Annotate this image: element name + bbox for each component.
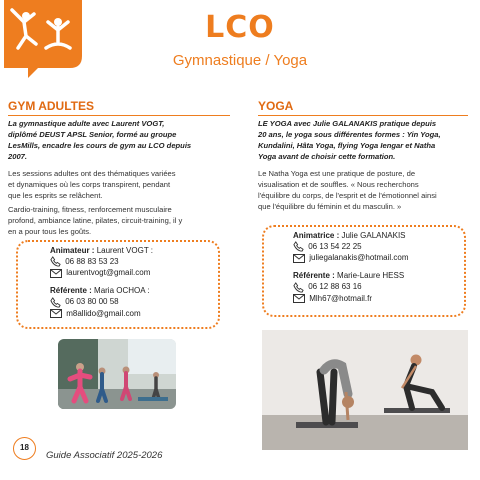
yoga-para-line: que l'équilibre du féminin et du masculin. » bbox=[258, 202, 402, 211]
gym-para-line: profond, ambiance latine, pilates, circuit-training, il y bbox=[8, 216, 183, 225]
gym-contacts bbox=[50, 245, 153, 319]
referente-phone[interactable]: 06 12 88 63 16 bbox=[308, 282, 362, 292]
yoga-animatrice-line bbox=[293, 230, 409, 241]
yoga-paragraph-1 bbox=[258, 168, 471, 212]
gym-animateur-email-line[interactable] bbox=[50, 267, 153, 278]
referente-name: Marie-Laure HESS bbox=[337, 271, 405, 281]
yoga-referente-email-line[interactable] bbox=[293, 293, 409, 304]
page-number: 18 bbox=[13, 437, 36, 460]
gym-animateur-phone-line[interactable] bbox=[50, 256, 153, 267]
yoga-intro-line: Kundalini, Hâta Yoga, flying Yoga Iengar et Natha bbox=[258, 141, 436, 150]
yoga-intro bbox=[258, 118, 471, 162]
yoga-para-line: Le Natha Yoga est une pratique de posture, de bbox=[258, 169, 416, 178]
gym-intro-line: 2007. bbox=[8, 152, 28, 161]
gym-heading: GYM ADULTES bbox=[8, 99, 94, 113]
gym-para-line: Les sessions adultes ont des thématiques variées bbox=[8, 169, 176, 178]
referente-label: Référente : bbox=[50, 286, 92, 296]
animatrice-email[interactable]: juliegalanakis@hotmail.com bbox=[309, 253, 409, 263]
mail-icon bbox=[50, 309, 62, 318]
animatrice-name: Julie GALANAKIS bbox=[341, 231, 406, 240]
yoga-heading: YOGA bbox=[258, 99, 294, 113]
animatrice-phone[interactable]: 06 13 54 22 25 bbox=[308, 242, 362, 251]
referente-name: Maria OCHOA : bbox=[94, 286, 150, 296]
gym-intro-line: LesMills, encadre les cours de gym au LCO depuis bbox=[8, 141, 192, 150]
gym-paragraph-2 bbox=[8, 204, 236, 237]
mail-icon bbox=[50, 269, 62, 278]
referente-label: Référente : bbox=[293, 271, 335, 281]
animateur-name: Laurent VOGT : bbox=[96, 246, 154, 255]
yoga-pose-photo bbox=[262, 330, 468, 450]
phone-icon bbox=[293, 241, 304, 252]
gym-para-line: que les esprits se relâchent. bbox=[8, 191, 103, 200]
animatrice-label: Animatrice : bbox=[293, 231, 340, 240]
gym-para-line: et dynamiques où les corps transpirent, pendant bbox=[8, 180, 171, 189]
gym-para-line: Cardio-training, fitness, renforcement musculaire bbox=[8, 205, 172, 214]
referente-email[interactable]: Mlh67@hotmail.fr bbox=[309, 293, 373, 303]
mail-icon bbox=[293, 294, 305, 303]
page-title: LCO bbox=[205, 10, 275, 45]
gym-intro-line: diplômé DEUST APSL Senior, formé au groupe bbox=[8, 130, 177, 139]
gym-para-line: en a pour tous les goûts. bbox=[8, 227, 92, 236]
referente-phone[interactable]: 06 03 80 00 58 bbox=[65, 297, 119, 307]
phone-icon bbox=[50, 297, 61, 308]
yoga-para-line: visualisation et de souffles. « Nous recherchons bbox=[258, 180, 419, 189]
page-subtitle: Gymnastique / Yoga bbox=[172, 52, 308, 69]
gym-referente-phone-line[interactable] bbox=[50, 296, 153, 307]
animateur-label: Animateur : bbox=[50, 246, 95, 255]
yoga-animatrice-email-line[interactable] bbox=[293, 252, 409, 263]
animateur-email[interactable]: laurentvogt@gmail.com bbox=[66, 268, 151, 278]
gym-class-photo bbox=[58, 339, 176, 409]
mail-icon bbox=[293, 254, 305, 263]
animateur-phone[interactable]: 06 88 83 53 23 bbox=[65, 257, 119, 266]
yoga-intro-line: 20 ans, le yoga sous différentes formes : Yin Yoga, bbox=[258, 130, 441, 139]
yoga-referente-line bbox=[293, 270, 409, 281]
phone-icon bbox=[293, 282, 304, 293]
gym-animateur-line bbox=[50, 245, 153, 256]
gym-intro-line: La gymnastique adulte avec Laurent VOGT, bbox=[8, 119, 165, 128]
gym-heading-rule bbox=[8, 115, 230, 116]
yoga-intro-line: LE YOGA avec Julie GALANAKIS pratique depuis bbox=[258, 119, 437, 128]
yoga-animatrice-phone-line[interactable] bbox=[293, 241, 409, 252]
gym-referente-email-line[interactable] bbox=[50, 308, 153, 319]
yoga-contacts bbox=[293, 230, 409, 304]
footer-guide-title: Guide Associatif 2025-2026 bbox=[46, 450, 163, 461]
gym-paragraph-1 bbox=[8, 168, 233, 201]
gym-referente-line bbox=[50, 285, 153, 296]
gym-intro bbox=[8, 118, 233, 162]
yoga-heading-rule bbox=[258, 115, 468, 116]
yoga-referente-phone-line[interactable] bbox=[293, 281, 409, 292]
yoga-intro-line: Yoga avant de choisir cette formation. bbox=[258, 152, 396, 161]
phone-icon bbox=[50, 256, 61, 267]
yoga-para-line: l'équilibre du corps, de l'esprit et de l'émotionnel ainsi bbox=[258, 191, 437, 200]
referente-email[interactable]: m8allido@gmail.com bbox=[66, 308, 141, 318]
